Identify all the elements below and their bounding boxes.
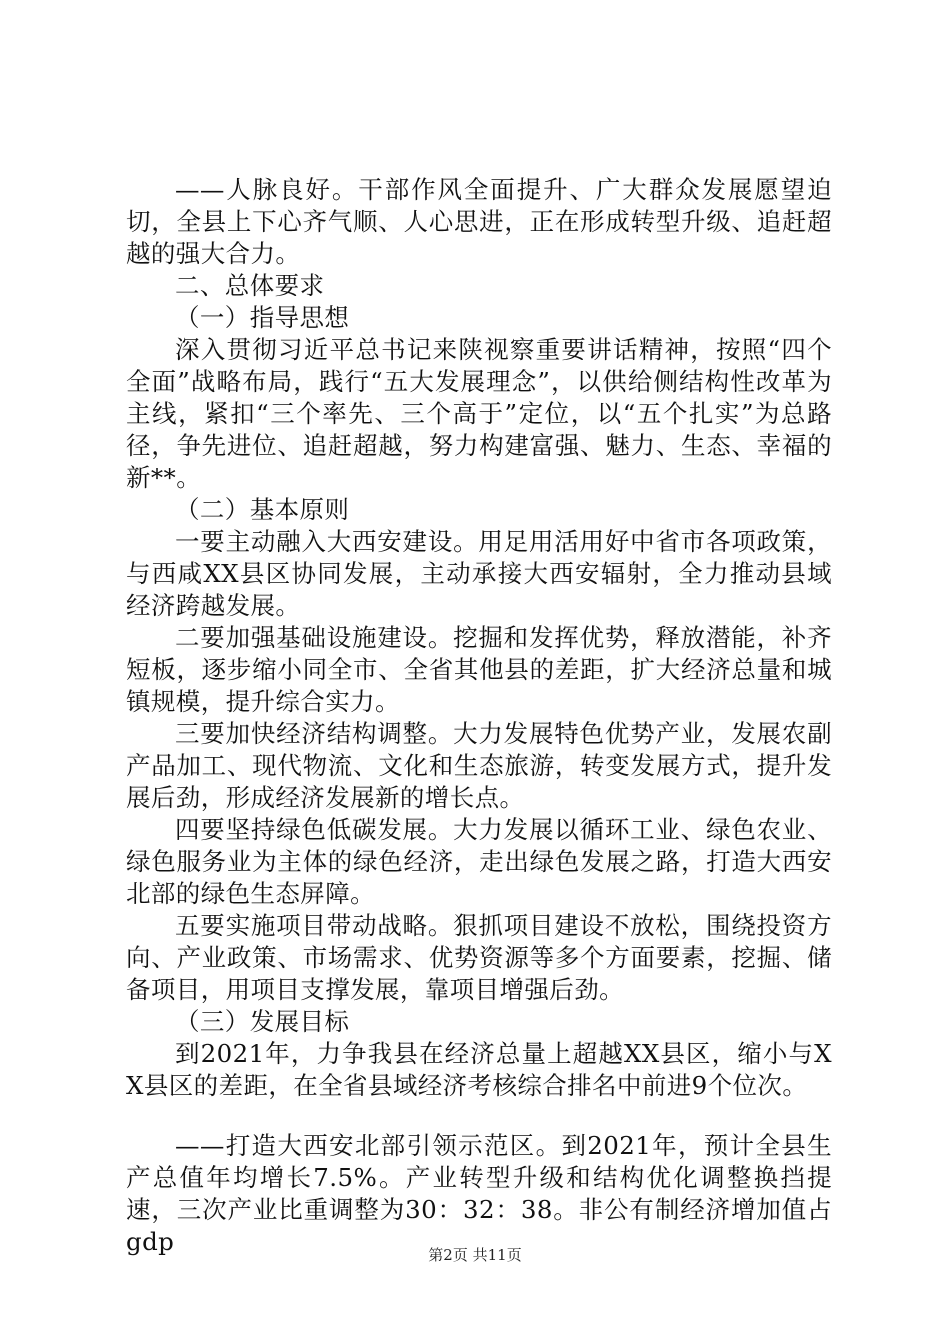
paragraph-principle-3: 三要加快经济结构调整。大力发展特色优势产业，发展农副产品加工、现代物流、文化和生态旅游，转变发展方式，提升发展后劲，形成经济发展新的增长点。 bbox=[126, 719, 832, 812]
subheading-basic-principles: （二）基本原则 bbox=[175, 495, 350, 524]
subheading-development-goals: （三）发展目标 bbox=[175, 1007, 350, 1036]
document-body bbox=[126, 174, 832, 1258]
page-number-footer: 第2页 共11页 bbox=[428, 1246, 522, 1264]
subheading-guiding-ideology: （一）指导思想 bbox=[175, 303, 350, 332]
paragraph-goal-2021: 到2021年，力争我县在经济总量上超越XX县区，缩小与XX县区的差距，在全省县域经济考核综合排名中前进9个位次。 bbox=[126, 1039, 832, 1100]
heading-overall-requirements: 二、总体要求 bbox=[175, 271, 325, 300]
paragraph-demonstration-zone: ——打造大西安北部引领示范区。到2021年，预计全县生产总值年均增长7.5%。产业转型升级和结构优化调整换挡提速，三次产业比重调整为30：32：38。非公有制经济增加值占gdp bbox=[126, 1131, 832, 1256]
paragraph-principle-5: 五要实施项目带动战略。狠抓项目建设不放松，围绕投资方向、产业政策、市场需求、优势资源等多个方面要素，挖掘、储备项目，用项目支撑发展，靠项目增强后劲。 bbox=[126, 911, 832, 1004]
paragraph-principle-1: 一要主动融入大西安建设。用足用活用好中省市各项政策，与西咸XX县区协同发展，主动承接大西安辐射，全力推动县域经济跨越发展。 bbox=[126, 527, 832, 620]
paragraph-personnel: ——人脉良好。干部作风全面提升、广大群众发展愿望迫切，全县上下心齐气顺、人心思进，正在形成转型升级、追赶超越的强大合力。 bbox=[126, 175, 832, 268]
paragraph-guiding-ideology: 深入贯彻习近平总书记来陕视察重要讲话精神，按照“四个全面”战略布局，践行“五大发展理念”，以供给侧结构性改革为主线，紧扣“三个率先、三个高于”定位，以“五个扎实”为总路径，争先进位、追赶超越，努力构建富强、魅力、生态、幸福的新**。 bbox=[126, 335, 832, 492]
paragraph-principle-4: 四要坚持绿色低碳发展。大力发展以循环工业、绿色农业、绿色服务业为主体的绿色经济，走出绿色发展之路，打造大西安北部的绿色生态屏障。 bbox=[126, 815, 832, 908]
paragraph-principle-2: 二要加强基础设施建设。挖掘和发挥优势，释放潜能，补齐短板，逐步缩小同全市、全省其他县的差距，扩大经济总量和城镇规模，提升综合实力。 bbox=[126, 623, 832, 716]
